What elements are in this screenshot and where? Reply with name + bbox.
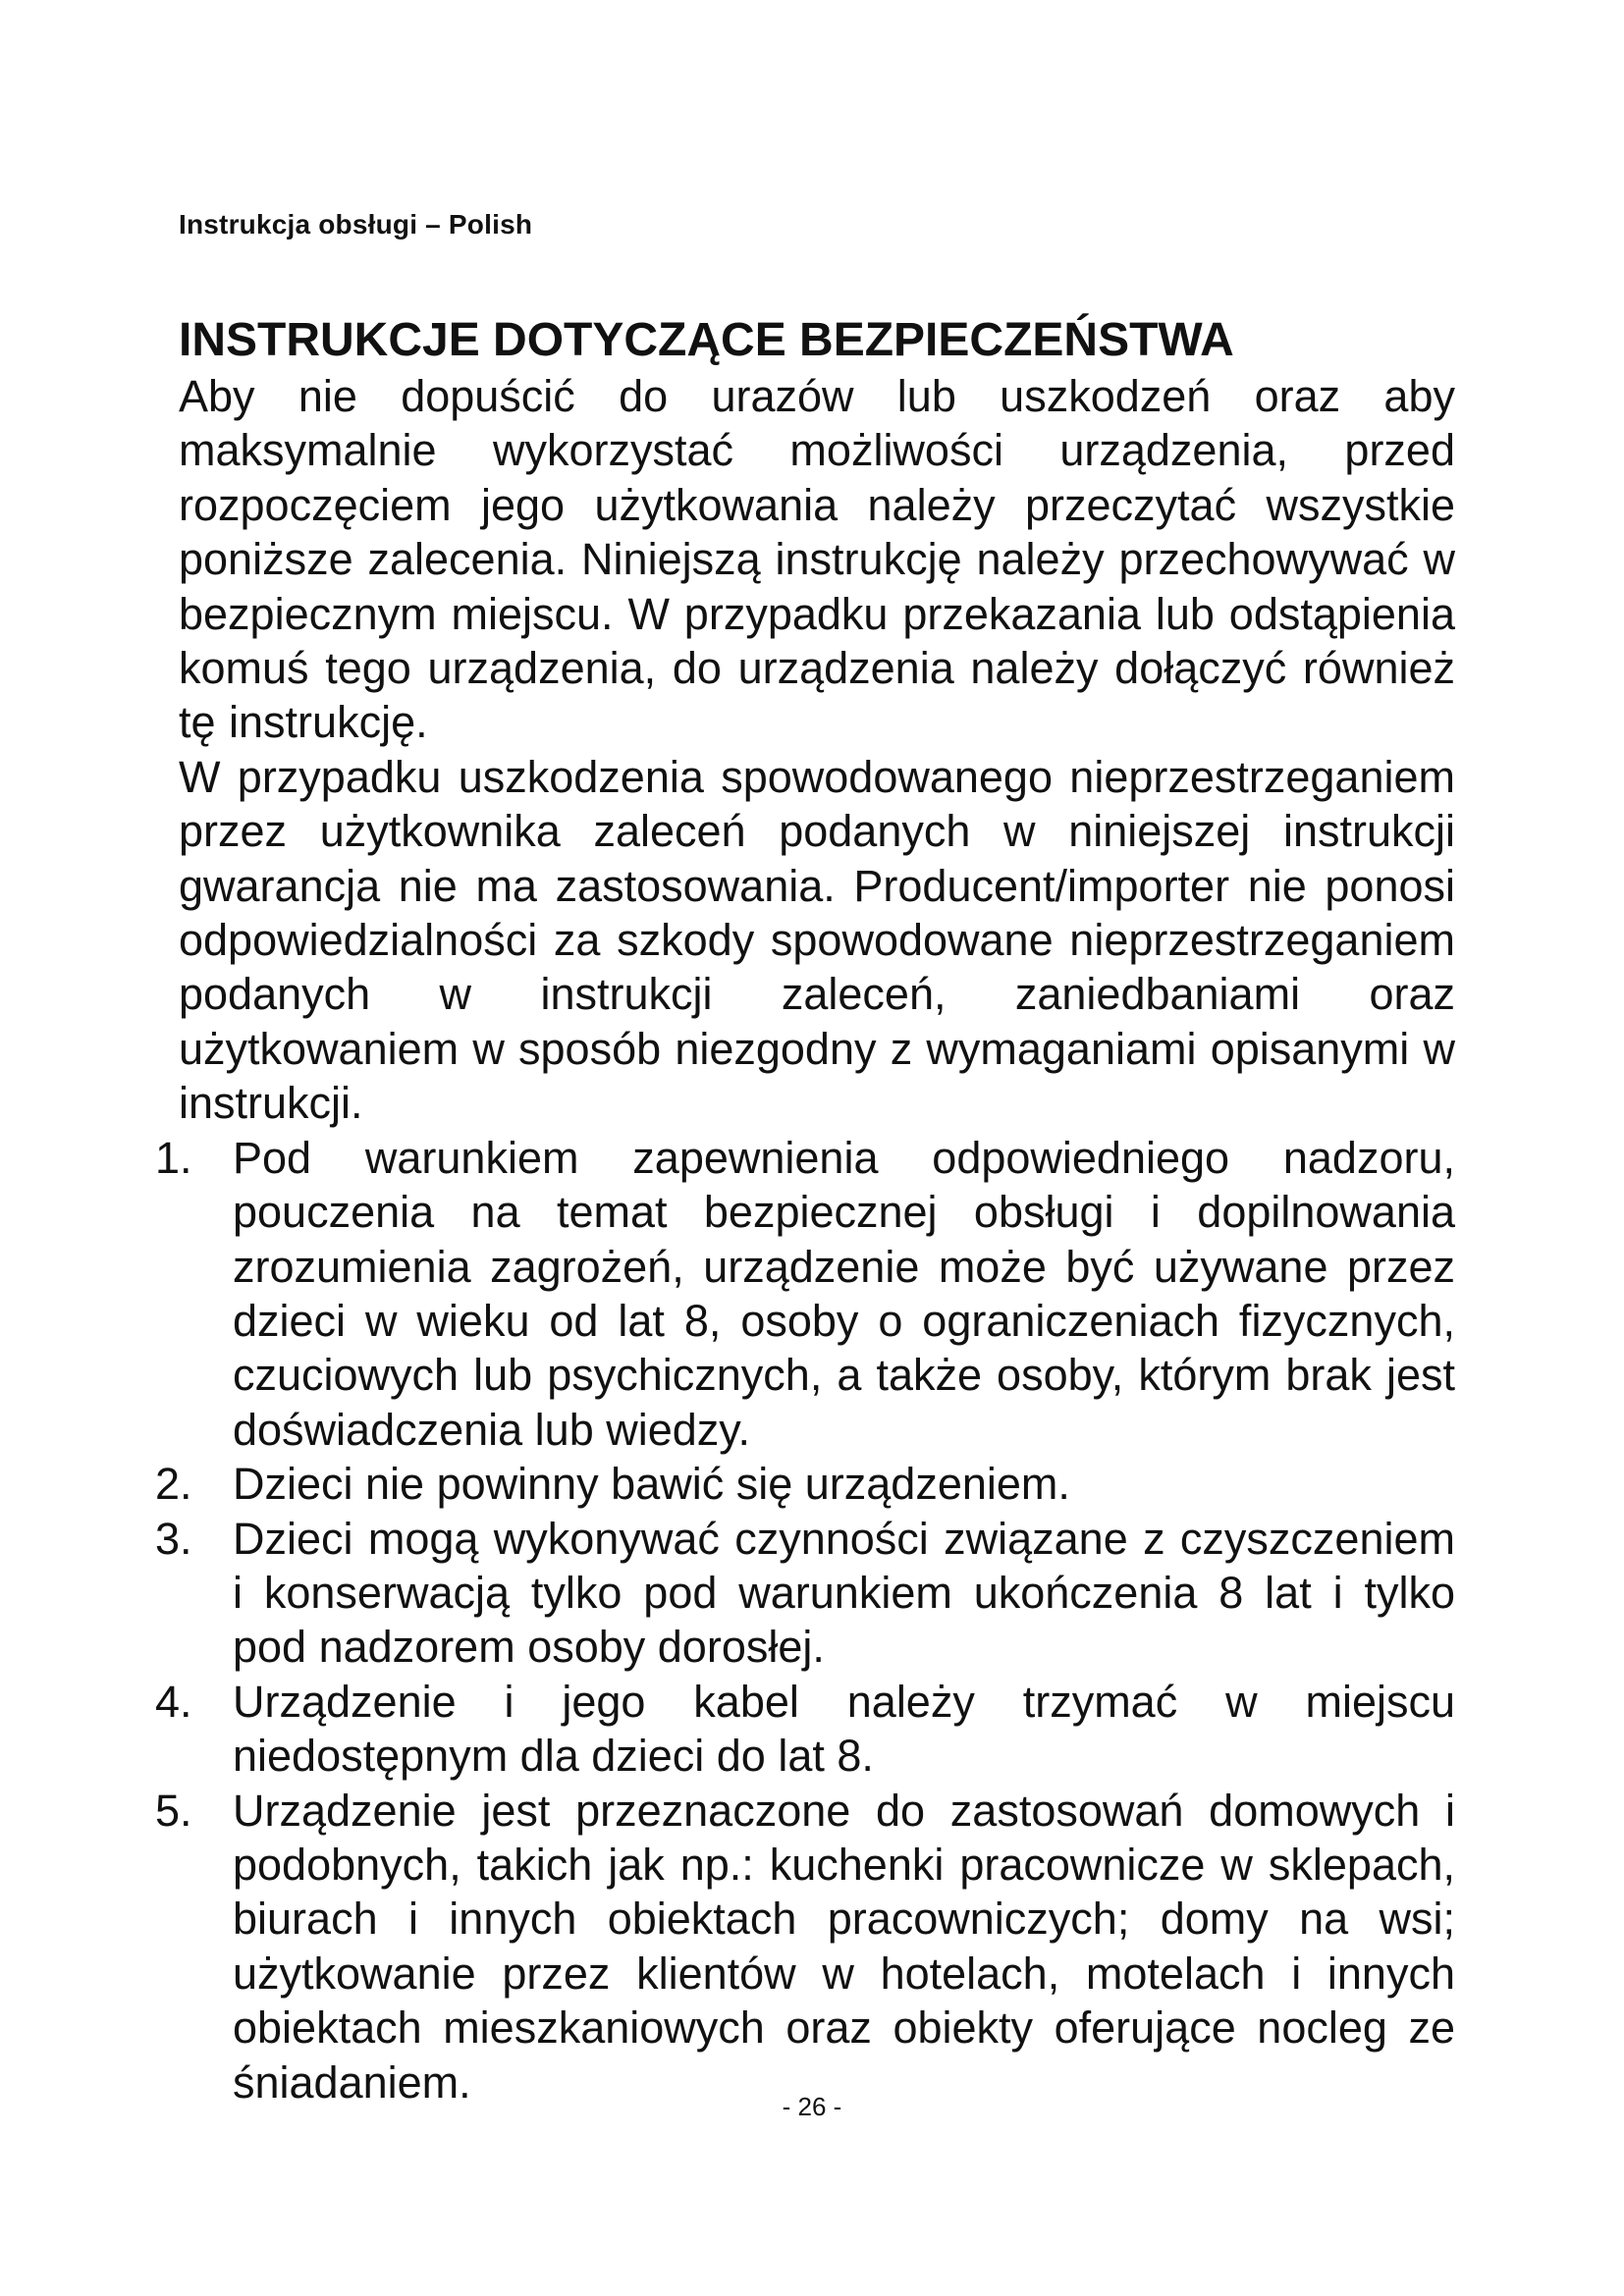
warranty-paragraph: W przypadku uszkodzenia spowodowanego nieprzestrzeganiem przez użytkownika zaleceń podanych w niniejszej instrukcji gwarancja nie ma zastosowania. Producent/importer nie ponosi odpowiedzialności za szkody spowodowane nieprzestrzeganiem podanych w instrukcji zaleceń, zaniedbaniami oraz użytkowaniem w sposób niezgodny z wymaganiami opisanymi w instrukcji. xyxy=(179,751,1455,1129)
list-item xyxy=(155,1457,1455,1511)
list-item-text: Dzieci nie powinny bawić się urządzeniem. xyxy=(233,1459,1070,1510)
list-item-text: Urządzenie i jego kabel należy trzymać w miejscu niedostępnym dla dzieci do lat 8. xyxy=(233,1676,1455,1782)
list-item xyxy=(155,1784,1455,2109)
list-item-number: 1. xyxy=(155,1132,192,1183)
running-header: Instrukcja obsługi – Polish xyxy=(179,209,533,240)
list-item-number: 5. xyxy=(155,1785,192,1836)
list-item-text: Urządzenie jest przeznaczone do zastosowań domowych i podobnych, takich jak np.: kuchenki pracownicze w sklepach, biurach i innych obiektach pracowniczych; domy na wsi; użytkowanie przez klientów w hotelach, motelach i innych obiektach mieszkaniowych oraz obiekty oferujące nocleg ze śniadaniem. xyxy=(233,1785,1455,2108)
list-item xyxy=(155,1512,1455,1675)
intro-paragraph: Aby nie dopuścić do urazów lub uszkodzeń oraz aby maksymalnie wykorzystać możliwości urządzenia, przed rozpoczęciem jego użytkowania należy przeczytać wszystkie poniższe zalecenia. Niniejszą instrukcję należy przechowywać w bezpiecznym miejscu. W przypadku przekazania lub odstąpienia komuś tego urządzenia, do urządzenia należy dołączyć również tę instrukcję. xyxy=(179,371,1455,748)
list-item-text: Dzieci mogą wykonywać czynności związane z czyszczeniem i konserwacją tylko pod warunkiem ukończenia 8 lat i tylko pod nadzorem osoby dorosłej. xyxy=(233,1513,1455,1673)
safety-list xyxy=(155,1131,1455,2109)
list-item xyxy=(155,1131,1455,1457)
list-item-number: 3. xyxy=(155,1513,192,1564)
list-item xyxy=(155,1675,1455,1784)
page-number: - 26 - xyxy=(782,2092,842,2121)
safety-section xyxy=(155,312,1455,2109)
list-item-text: Pod warunkiem zapewnienia odpowiedniego nadzoru, pouczenia na temat bezpiecznej obsługi i dopilnowania zrozumienia zagrożeń, urządzenie może być używane przez dzieci w wieku od lat 8, osoby o ograniczeniach fizycznych, czuciowych lub psychicznych, a także osoby, którym brak jest doświadczenia lub wiedzy. xyxy=(233,1132,1455,1455)
list-item-number: 2. xyxy=(155,1459,192,1510)
section-title: INSTRUKCJE DOTYCZĄCE BEZPIECZEŃSTWA xyxy=(179,314,1234,366)
list-item-number: 4. xyxy=(155,1676,192,1727)
